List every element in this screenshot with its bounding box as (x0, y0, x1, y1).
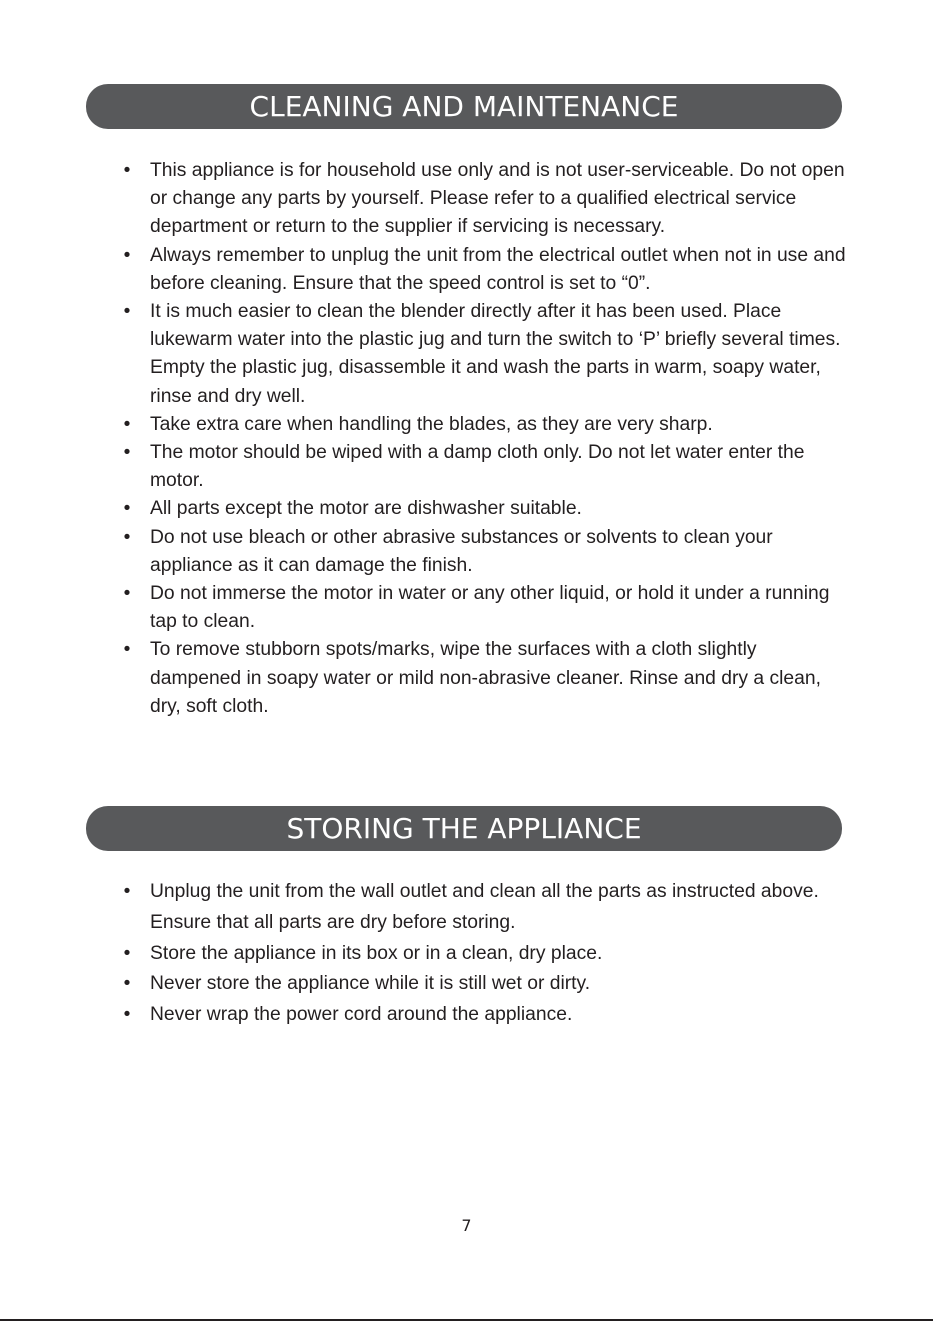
list-item-text: Store the appliance in its box or in a clean, dry place. (150, 942, 603, 964)
list-item-text: Do not use bleach or other abrasive substances or solvents to clean your appliance as it can damage the finish. (150, 526, 773, 576)
list-item (120, 877, 850, 939)
list-item (120, 580, 850, 636)
list-item (120, 439, 850, 495)
bullet-icon: • (123, 244, 131, 266)
list-item-text: To remove stubborn spots/marks, wipe the surfaces with a cloth slightly dampened in soapy water or mild non-abrasive cleaner. Rinse and dry a clean, dry, soft cloth. (150, 639, 821, 717)
storing-section-header: STORING THE APPLIANCE (86, 806, 842, 851)
bullet-icon: • (123, 526, 131, 548)
bullet-icon: • (123, 942, 131, 964)
list-item-text: Take extra care when handling the blades, as they are very sharp. (150, 413, 713, 435)
bullet-icon: • (123, 973, 131, 995)
storing-instructions-list (120, 877, 850, 1031)
list-item (120, 524, 850, 580)
cleaning-instructions-list (120, 157, 850, 721)
list-item (120, 242, 850, 298)
list-item (120, 636, 850, 721)
list-item-text: This appliance is for household use only and is not user-serviceable. Do not open or change any parts by yourself. Please refer to a qualified electrical service department or return to the supplier if servicing is necessary. (150, 160, 845, 238)
cleaning-section-header: CLEANING AND MAINTENANCE (86, 84, 842, 129)
bullet-icon: • (123, 881, 131, 902)
list-item-text: Unplug the unit from the wall outlet and clean all the parts as instructed above. Ensure that all parts are dry before storing. (150, 881, 819, 933)
bullet-icon: • (123, 160, 131, 181)
list-item (120, 939, 850, 970)
bullet-icon: • (123, 639, 131, 661)
list-item (120, 495, 850, 523)
list-item-text: Never store the appliance while it is still wet or dirty. (150, 973, 591, 995)
list-item (120, 411, 850, 439)
list-item-text: All parts except the motor are dishwasher suitable. (150, 498, 582, 520)
page-bottom-divider (0, 1319, 933, 1321)
list-item-text: It is much easier to clean the blender directly after it has been used. Place lukewarm water into the plastic jug and turn the switch to ‘P’ briefly several times. Empty the plastic jug, disassemble it and wash the parts in warm, soapy water, rinse and dry well. (150, 301, 841, 407)
bullet-icon: • (123, 442, 131, 464)
list-item (120, 969, 850, 1000)
list-item-text: The motor should be wiped with a damp cloth only. Do not let water enter the motor. (150, 442, 805, 492)
bullet-icon: • (123, 498, 131, 520)
list-item-text: Never wrap the power cord around the appliance. (150, 1004, 573, 1026)
page-number: 7 (461, 1216, 472, 1235)
bullet-icon: • (123, 413, 131, 435)
bullet-icon: • (123, 301, 131, 323)
list-item (120, 157, 850, 242)
list-item (120, 298, 850, 411)
list-item-text: Do not immerse the motor in water or any other liquid, or hold it under a running tap to clean. (150, 583, 830, 633)
list-item-text: Always remember to unplug the unit from the electrical outlet when not in use and before cleaning. Ensure that the speed control is set to “0”. (150, 244, 846, 294)
bullet-icon: • (123, 1004, 131, 1026)
list-item (120, 1000, 850, 1031)
bullet-icon: • (123, 583, 131, 605)
